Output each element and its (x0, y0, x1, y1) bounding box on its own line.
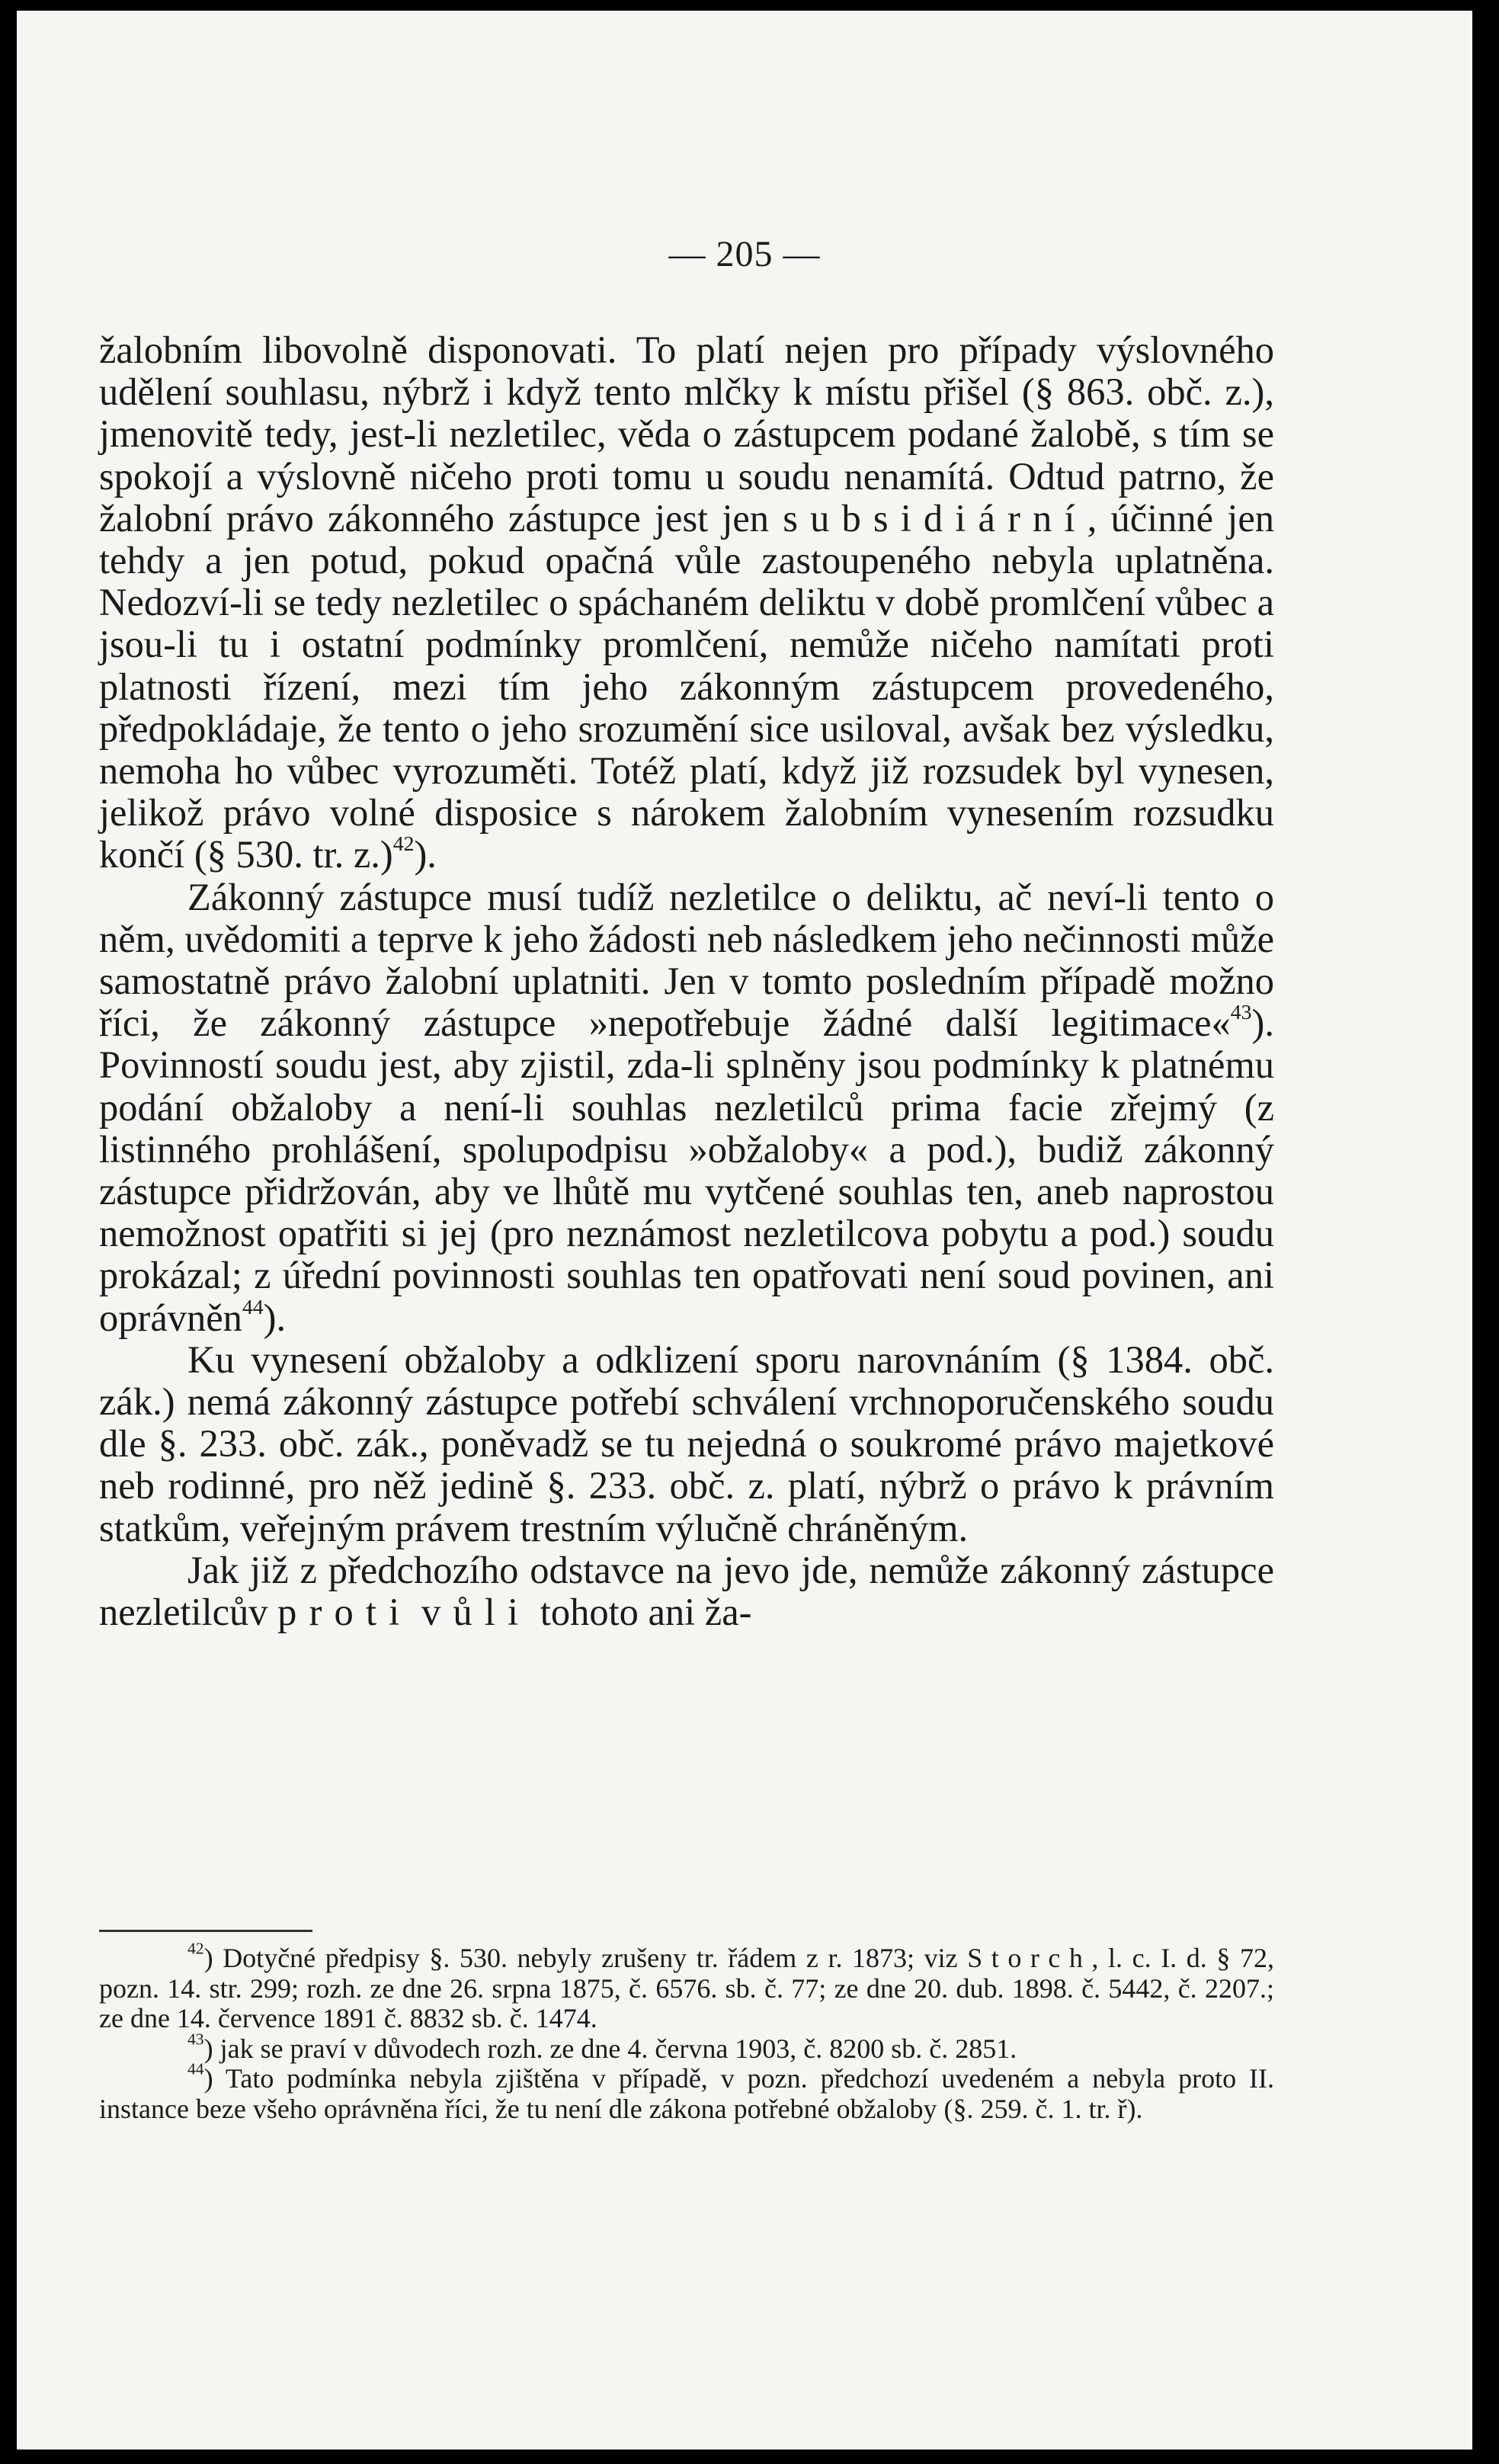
footnotes (99, 1939, 1275, 2124)
footnote (99, 1939, 1275, 2034)
spaced-emphasis: vůli (421, 1591, 531, 1634)
body-text (99, 329, 1274, 1633)
paragraph (99, 876, 1274, 1339)
footnote-separator (99, 1930, 312, 1932)
text-run: žalobním libovolně disponovati. To platí nejen pro případy výslovného udělení souhlasu, nýbrž i když tento mlčky k místu přišel (§ 863. obč. z.), jmenovitě tedy, jest-li nezletilec, věda o zástupcem podané žalobě, s tím se spokojí a výslovně ničeho proti tomu u soudu nenamítá. Odtud patrno, že žalobní právo zákonného zástupce jest jen (99, 328, 1274, 540)
spaced-emphasis: subsidiární (783, 496, 1087, 540)
text-run: Zákonný zástupce musí tudíž nezletilce o deliktu, ač neví-li tento o něm, uvědomiti a teprve k jeho žádosti neb následkem jeho nečinnosti může samostatně právo žalobní uplatniti. Jen v tomto posledním případě možno říci, že zákonný zástupce »nepotřebuje žádné další legitimace« (99, 875, 1274, 1045)
text-run: Jak již z předchozího odstavce na jevo jde, nemůže zákonný zástupce nezletilcův (99, 1548, 1274, 1634)
footnote-ref: 44 (187, 2059, 204, 2078)
footnote-ref: 44 (242, 1295, 264, 1319)
text-run: , účinné jen tehdy a jen potud, pokud opačná vůle zastoupeného nebyla uplatněna. Nedozví-li se tedy nezletilec o spáchaném deliktu v době promlčení vůbec a jsou-li tu i ostatní podmínky promlčení, nemůže ničeho namítati proti platnosti řízení, mezi tím jeho zákonným zástupcem provedeného, předpokládaje, že tento o jeho srozumění sice usiloval, avšak bez výsledku, nemoha ho vůbec vyrozuměti. Totéž platí, když již rozsudek byl vynesen, jelikož právo volné disposice s nárokem žalobním vynesením rozsudku končí (§ 530. tr. z.) (99, 496, 1274, 876)
text-run: ) Tato podmínka nebyla zjištěna v případě, v pozn. předchozí uvedeném a nebyla proto II. instance beze všeho oprávněna říci, že tu není dle zákona potřebné obžaloby (§. 259. č. 1. tr. ř). (99, 2063, 1274, 2124)
footnote (99, 2030, 1274, 2065)
text-run: ). (414, 833, 437, 876)
text-run: Ku vynesení obžaloby a odklizení sporu narovnáním (§ 1384. obč. zák.) nemá zákonný zástupce potřebí schválení vrchnoporučenského soudu dle §. 233. obč. zák., poněvadž se tu nejedná o soukromé právo majetkové neb rodinné, pro něž jedině §. 233. obč. z. platí, nýbrž o právo k právním statkům, veřejným právem trestním výlučně chráněným. (99, 1338, 1274, 1549)
footnote-ref: 42 (392, 832, 415, 857)
paragraph (99, 1549, 1274, 1633)
footnote-ref: 43 (187, 2030, 204, 2049)
book-page (17, 11, 1472, 2450)
text-run: ). Povinností soudu jest, aby zjistil, zda-li splněny jsou podmínky k platnému podání obžaloby a není-li souhlas nezletilců prima facie zřejmý (z listinného prohlášení, spolupodpisu »obžaloby« a pod.), budiž zákonný zástupce přidržován, aby ve lhůtě mu vytčené souhlas ten, aneb naprostou nemožnost opatřiti si jej (pro neznámost nezletilcova pobytu a pod.) soudu prokázal; z úřední povinnosti souhlas ten opatřovati není soud povinen, ani oprávněn (99, 1001, 1274, 1339)
page-number: — 205 — (668, 234, 821, 274)
text-run: ). (263, 1296, 287, 1339)
footnote (99, 2059, 1274, 2124)
spaced-emphasis: Storch (967, 1943, 1092, 1973)
text-run: tohoto ani ža- (530, 1591, 752, 1634)
paragraph (99, 1339, 1274, 1549)
footnote-ref: 43 (1230, 1001, 1252, 1025)
paragraph (99, 329, 1274, 876)
text-run (412, 1591, 421, 1633)
footnote-ref: 42 (187, 1939, 204, 1958)
text-run: ) jak se praví v důvodech rozh. ze dne 4. června 1903, č. 8200 sb. č. 2851. (203, 2033, 1017, 2064)
text-run: ) Dotyčné předpisy §. 530. nebyly zrušeny tr. řádem z r. 1873; viz (203, 1943, 968, 1973)
text-run: , l. c. I. d. § 72, pozn. 14. str. 299; rozh. ze dne 26. srpna 1875, č. 6576. sb. č. 77; ze dne 20. dub. 1898. č. 5442, č. 2207.; ze dne 14. července 1891 č. 8832 sb. č. 1474. (99, 1943, 1275, 2033)
spaced-emphasis: proti (277, 1591, 412, 1634)
